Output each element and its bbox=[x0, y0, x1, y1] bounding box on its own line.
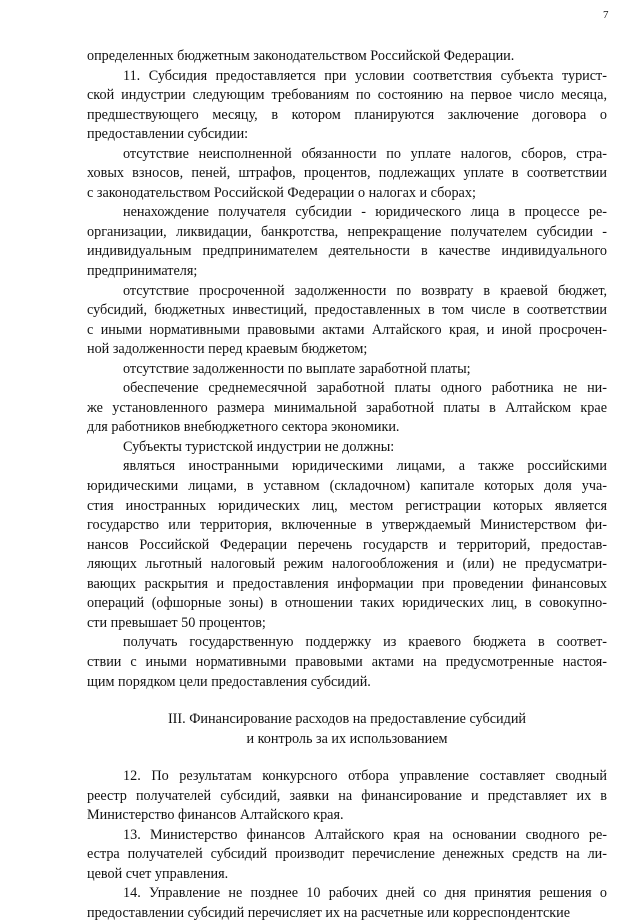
paragraph bbox=[87, 884, 607, 923]
text-line: государство или территория, включенные в утверждаемый Министерством фи- bbox=[87, 517, 607, 534]
text-line: 11. Субсидия предоставляется при условии соответствия субъекта турист- bbox=[123, 67, 607, 84]
paragraph bbox=[87, 438, 607, 458]
text-line: ствии с иными нормативными правовыми актами на предусмотренные настоя- bbox=[87, 653, 607, 670]
section-heading-line: III. Финансирование расходов на предоставление субсидий bbox=[167, 711, 527, 728]
text-line: с законодательством Российской Федерации о налогах и сборах; bbox=[87, 184, 476, 201]
text-line: нансов Российской Федерации перечень государств и территорий, предостав- bbox=[87, 536, 607, 553]
text-line: операций (офшорные зоны) в отношении таких юридических лиц, в совокупно- bbox=[87, 595, 607, 612]
text-line: субсидий, бюджетных инвестиций, предоставленных в том числе в соответствии bbox=[87, 302, 607, 319]
text-line: 12. По результатам конкурсного отбора управление составляет сводный bbox=[123, 768, 607, 785]
text-line: индивидуальным предпринимателем деятельности в качестве индивидуального bbox=[87, 243, 607, 260]
paragraphs-before-heading bbox=[87, 47, 607, 692]
text-line: естра получателей субсидий производит перечисление денежных средств на ли- bbox=[87, 846, 607, 863]
text-line: ной задолженности перед краевым бюджетом; bbox=[87, 341, 368, 358]
text-line: ской индустрии следующим требованиям по состоянию на первое число месяца, bbox=[87, 87, 607, 104]
text-line: 13. Министерство финансов Алтайского края на основании сводного ре- bbox=[123, 826, 607, 843]
text-line: щим порядком цели предоставления субсидий. bbox=[87, 673, 371, 690]
paragraph bbox=[87, 767, 607, 826]
text-line: ляющих льготный налоговый режим налогообложения и (или) не предусматри- bbox=[87, 556, 607, 573]
paragraph bbox=[87, 457, 607, 633]
paragraph bbox=[87, 282, 607, 360]
paragraph bbox=[87, 67, 607, 145]
text-line: организации, ликвидации, банкротства, непрекращение получателем субсидии - bbox=[87, 223, 607, 240]
text-line: вающих раскрытия и предоставления информации при проведении финансовых bbox=[87, 575, 607, 592]
paragraph bbox=[87, 203, 607, 281]
text-line: являться иностранными юридическими лицами, а также российскими bbox=[123, 458, 607, 475]
paragraph bbox=[87, 633, 607, 692]
text-line: цевой счет управления. bbox=[87, 865, 229, 882]
text-line: обеспечение среднемесячной заработной платы одного работника не ни- bbox=[123, 380, 607, 397]
paragraph bbox=[87, 145, 607, 204]
document-body bbox=[87, 47, 607, 924]
text-line: предшествующего месяцу, в котором планируются заключение договора о bbox=[87, 106, 607, 123]
text-line: сти превышает 50 процентов; bbox=[87, 614, 266, 631]
paragraph bbox=[87, 360, 607, 380]
text-line: же установленного размера минимальной заработной платы в Алтайском крае bbox=[87, 399, 607, 416]
text-line: отсутствие просроченной задолженности по возврату в краевой бюджет, bbox=[123, 282, 607, 299]
section-heading bbox=[87, 710, 607, 749]
text-line: определенных бюджетным законодательством Российской Федерации. bbox=[87, 48, 515, 64]
paragraph bbox=[87, 379, 607, 438]
text-line: предоставлении субсидий перечисляет их на расчетные или корреспондентские bbox=[87, 904, 571, 921]
text-line: Министерство финансов Алтайского края. bbox=[87, 807, 344, 824]
text-line: с иными нормативными правовыми актами Алтайского края, и иной просрочен- bbox=[87, 321, 607, 338]
text-line: ховых взносов, пеней, штрафов, процентов, подлежащих уплате в соответствии bbox=[87, 165, 607, 182]
paragraph bbox=[87, 47, 607, 67]
page-number: 7 bbox=[603, 9, 609, 21]
text-line: стия иностранных юридических лиц, местом регистрации которых является bbox=[87, 497, 607, 514]
text-line: отсутствие задолженности по выплате заработной платы; bbox=[123, 360, 471, 377]
text-line: ненахождение получателя субсидии - юридического лица в процессе ре- bbox=[123, 204, 607, 221]
text-line: Субъекты туристской индустрии не должны: bbox=[123, 438, 395, 455]
section-heading-line: и контроль за их использованием bbox=[246, 730, 448, 747]
text-line: предоставлении субсидии: bbox=[87, 126, 249, 143]
text-line: получать государственную поддержку из краевого бюджета в соответ- bbox=[123, 634, 607, 651]
text-line: 14. Управление не позднее 10 рабочих дней со дня принятия решения о bbox=[123, 885, 607, 902]
text-line: предпринимателя; bbox=[87, 263, 198, 280]
text-line: отсутствие неисполненной обязанности по уплате налогов, сборов, стра- bbox=[123, 145, 607, 162]
text-line: юридическими лицами, в уставном (складочном) капитале которых доля уча- bbox=[87, 478, 607, 495]
paragraph bbox=[87, 826, 607, 885]
text-line: реестр получателей субсидий, заявки на финансирование и представляет их в bbox=[87, 787, 607, 804]
paragraphs-after-heading bbox=[87, 767, 607, 923]
text-line: для работников внебюджетного сектора экономики. bbox=[87, 419, 400, 436]
